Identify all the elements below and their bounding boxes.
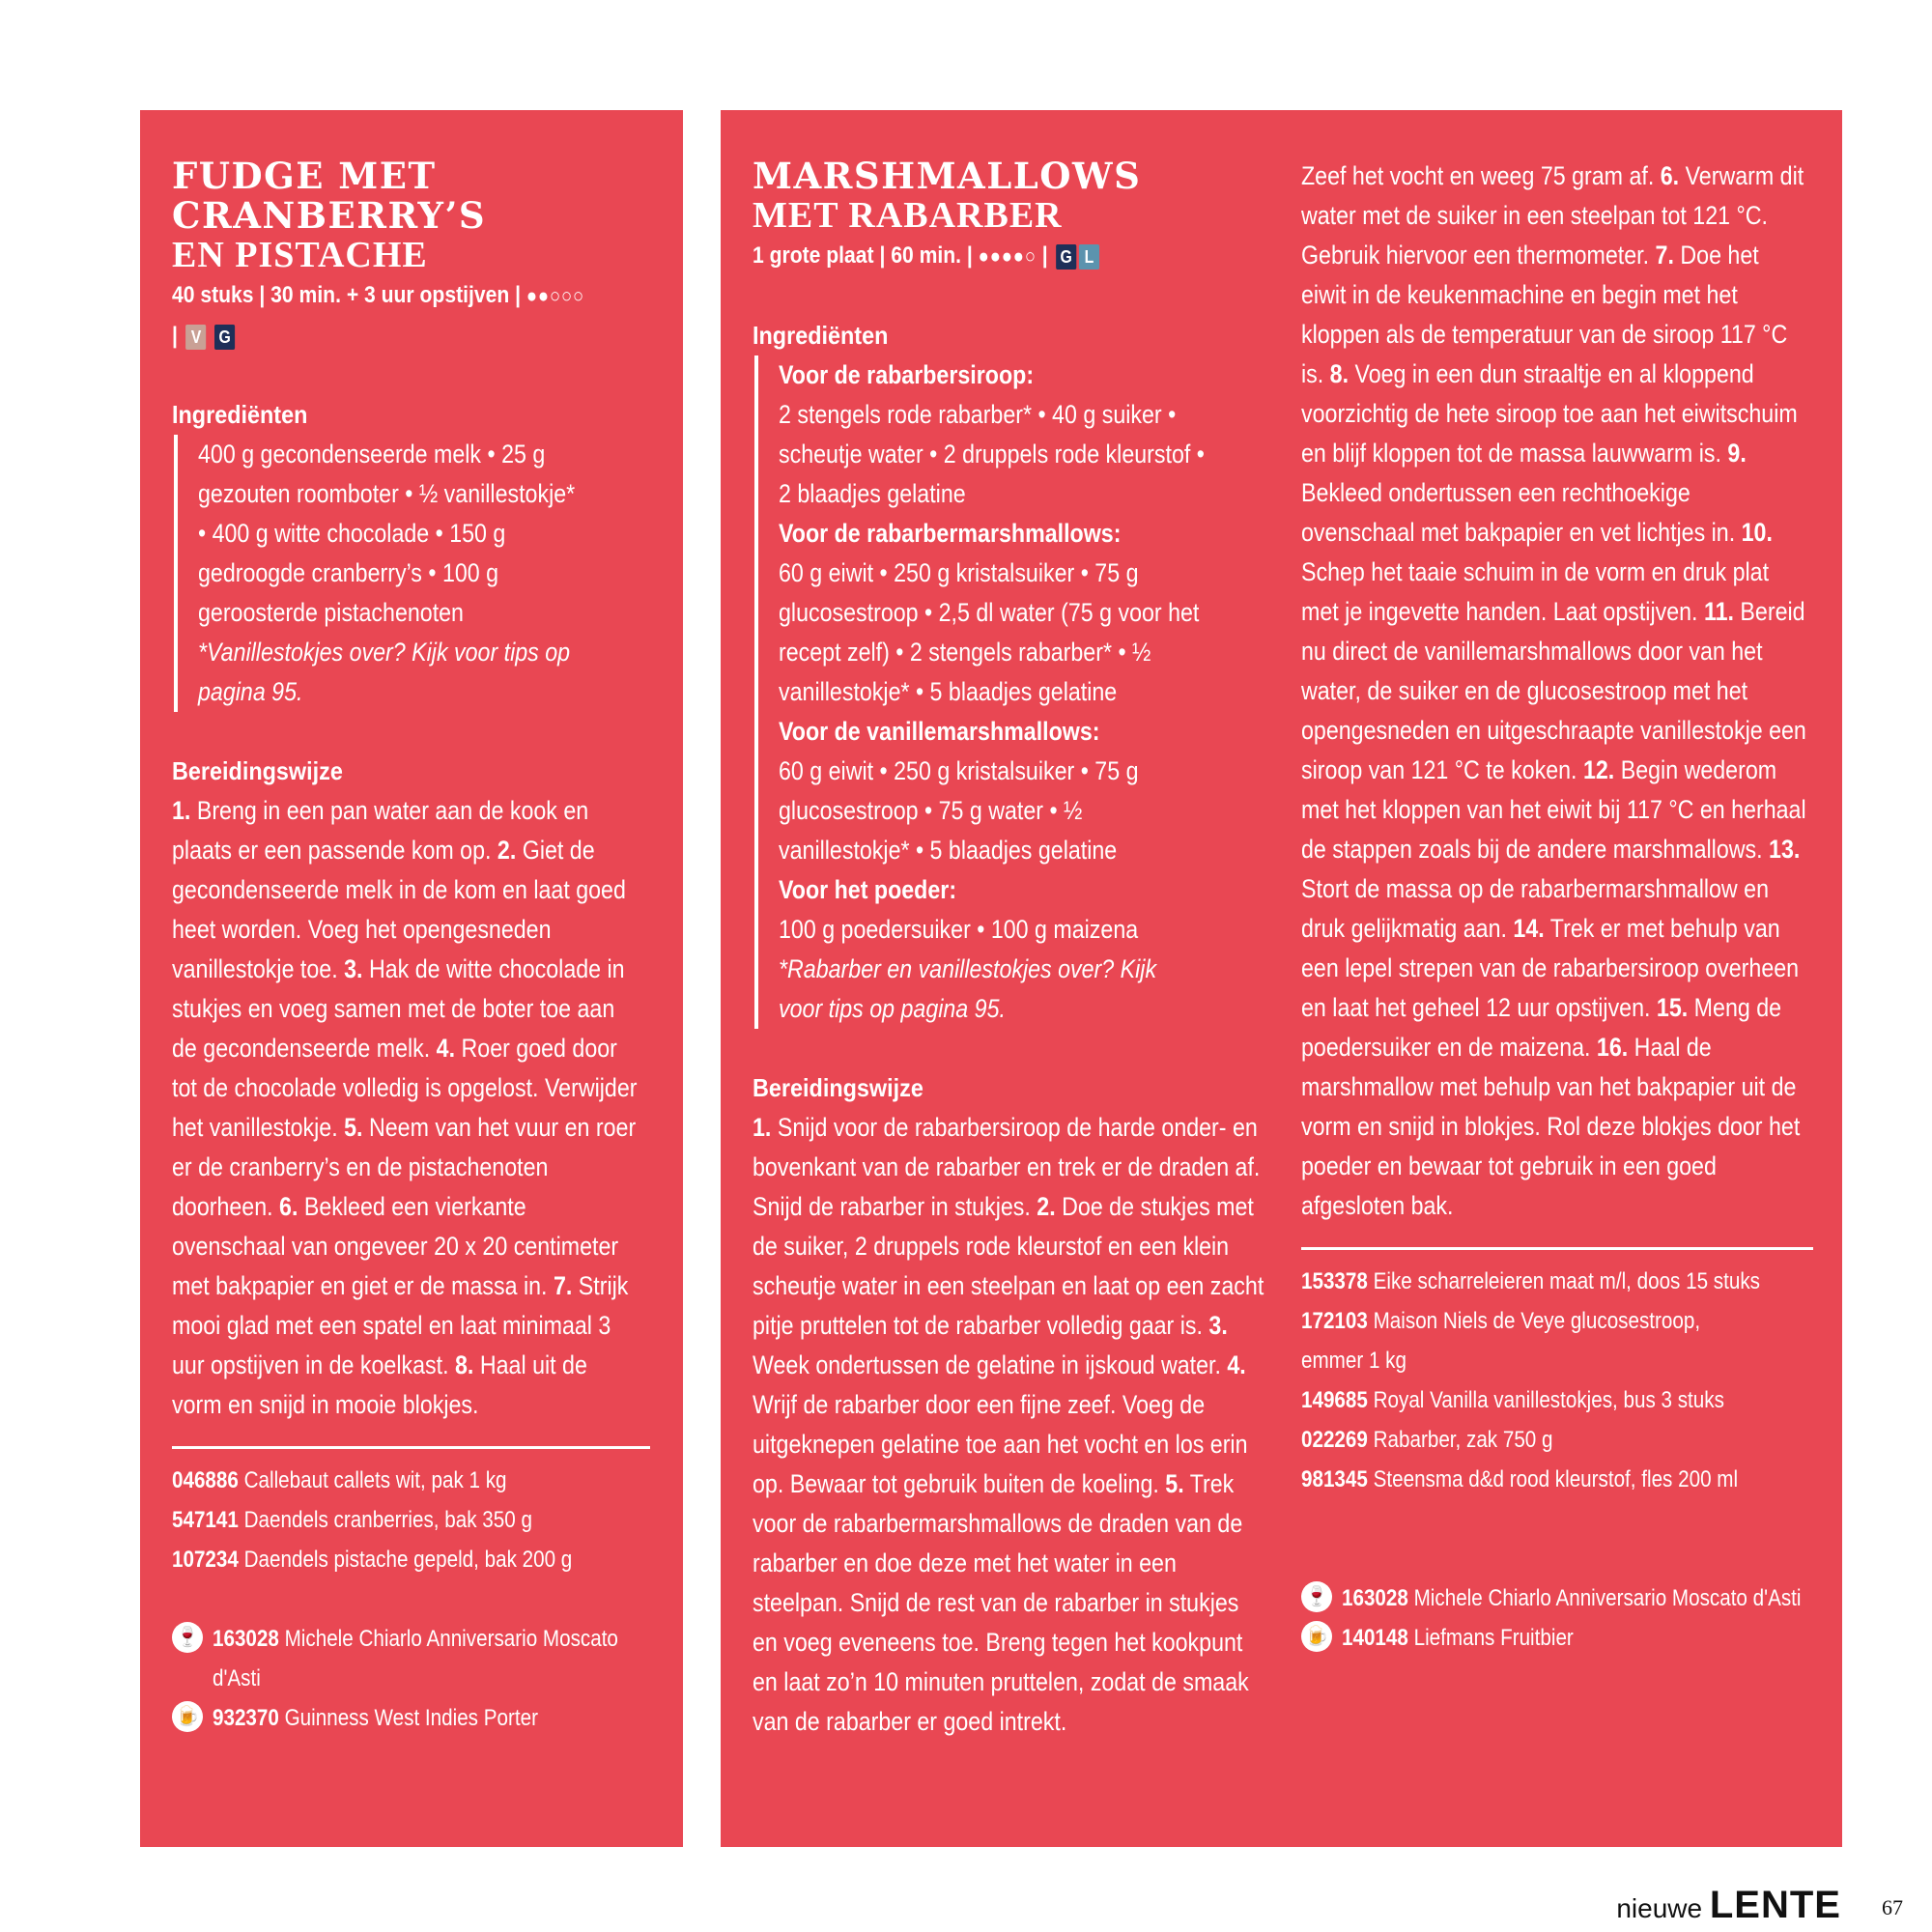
ingredients-heading: Ingrediënten — [753, 321, 889, 350]
recipe-column-1 — [753, 156, 1274, 1742]
ingredient-group-title: Voor het poeder: — [779, 875, 957, 904]
step-text: Wrijf de rabarber door een fijne zeef. Voeg de uitgeknepen gelatine toe aan het vocht en los erin op. Bewaar tot gebruik buiten de koeling. — [753, 1390, 1248, 1498]
product-list — [1301, 1262, 1813, 1499]
step-text: Bekleed een vierkante ovenschaal van ongeveer 20 x 20 centimeter met bakpapier en giet er de massa in. — [172, 1192, 619, 1300]
step-text: Breng in een pan water aan de kook en plaats er een passende kom op. — [172, 796, 589, 865]
divider — [1301, 1247, 1813, 1250]
step-text: Voeg in een dun straaltje en al kloppend voorzichtig de hete siroop toe aan het eiwitschuim en blijf kloppen tot de massa lauwwarm is. — [1301, 359, 1798, 468]
drink-pairing: 🍷 163028 Michele Chiarlo Anniversario Moscato d'Asti — [172, 1619, 650, 1698]
step-number: 5. — [344, 1113, 363, 1142]
step-text: Stort de massa op de rabarbermarshmallow en druk gelijkmatig aan. — [1301, 874, 1769, 943]
lactose-free-badge: L — [1079, 244, 1099, 270]
ingredient-group-title: Voor de rabarbersiroop: — [779, 360, 1035, 389]
gluten-free-badge: G — [1056, 244, 1076, 270]
step-number: 6. — [1660, 161, 1680, 190]
recipe-column-2 — [1301, 156, 1813, 1658]
recipe-subtitle: EN PISTACHE — [172, 235, 428, 275]
ingredients-note: *Rabarber en vanillestokjes over? Kijk voor tips op pagina 95. — [779, 954, 1157, 1023]
step-number: 12. — [1582, 755, 1615, 784]
product-item: 149685 Royal Vanilla vanillestokjes, bus 3 stuks — [1301, 1387, 1724, 1413]
recipe-yield-time: 1 grote plaat | 60 min. | — [753, 242, 973, 269]
step-number: 9. — [1727, 439, 1747, 468]
step-number: 1. — [753, 1113, 772, 1142]
gluten-free-badge: G — [214, 325, 235, 350]
product-item: 547141 Daendels cranberries, bak 350 g — [172, 1507, 532, 1533]
meta-separator: | — [1041, 242, 1048, 269]
difficulty-rating: ●●●●○ — [978, 245, 1037, 268]
step-number: 10. — [1741, 518, 1773, 547]
step-number: 16. — [1596, 1033, 1629, 1062]
ingredient-group-text: 100 g poedersuiker • 100 g maizena — [779, 915, 1139, 944]
method-steps — [753, 1108, 1274, 1742]
step-text: Begin wederom met het kloppen van het eiwit bij 117 °C en herhaal de stappen zoals bij de andere marshmallows. — [1301, 755, 1806, 864]
step-text: Doe de stukjes met de suiker, 2 druppels rode kleurstof en een klein scheutje water in een steelpan en laat op een zacht pitje pruttelen tot de rabarber volledig gaar is. — [753, 1192, 1264, 1340]
ingredient-group-text: 60 g eiwit • 250 g kristalsuiker • 75 g glucosestroop • 2,5 dl water (75 g voor het recept zelf) • 2 stengels rabarber* • ½ vanillestokje* • 5 blaadjes gelatine — [779, 558, 1200, 706]
beer-glass-icon: 🍺 — [1301, 1621, 1332, 1652]
difficulty-rating: ●●○○○ — [526, 285, 585, 307]
drink-pairing: 🍺 140148 Liefmans Fruitbier — [1301, 1618, 1813, 1658]
step-number: 7. — [553, 1271, 573, 1300]
step-number: 14. — [1513, 914, 1545, 943]
step-number: 8. — [1329, 359, 1350, 388]
brand-main: LENTE — [1709, 1884, 1841, 1926]
step-number: 5. — [1165, 1469, 1184, 1498]
step-number: 8. — [455, 1350, 474, 1379]
ingredient-group-title: Voor de vanillemarshmallows: — [779, 717, 1100, 746]
drink-pairing: 🍷 163028 Michele Chiarlo Anniversario Moscato d'Asti — [1301, 1578, 1813, 1618]
step-text: Haal de marshmallow met behulp van het bakpapier uit de vorm en snijd in blokjes. Rol deze blokjes door het poeder en bewaar tot gebruik in een goed afgesloten bak. — [1301, 1033, 1801, 1220]
step-number: 4. — [436, 1034, 456, 1063]
product-item: 153378 Eike scharreleieren maat m/l, doos 15 stuks — [1301, 1268, 1760, 1294]
step-text: Hak de witte chocolade in stukjes en voeg samen met de boter toe aan de gecondenseerde melk. — [172, 954, 625, 1063]
recipe-title: MARSHMALLOWS — [753, 155, 1142, 197]
step-text: Verwarm dit water met de suiker in een steelpan tot 121 °C. Gebruik hiervoor een thermometer. — [1301, 161, 1804, 270]
step-text: Roer goed door tot de chocolade volledig is opgelost. Verwijder het vanillestokje. — [172, 1034, 638, 1142]
step-text: Haal uit de vorm en snijd in mooie blokjes. — [172, 1350, 587, 1419]
recipe-meta — [753, 236, 1211, 276]
method-steps — [172, 791, 650, 1425]
ingredients-list: 400 g gecondenseerde melk • 25 g gezouten roomboter • ½ vanillestokje* • 400 g witte chocolade • 150 g gedroogde cranberry’s • 100 g geroosterde pistachenoten — [198, 440, 576, 627]
vegetarian-badge: V — [185, 325, 206, 350]
step-number: 11. — [1703, 597, 1734, 626]
step-number: 13. — [1769, 835, 1801, 864]
step-text: Neem van het vuur en roer er de cranberry’s en de pistachenoten doorheen. — [172, 1113, 637, 1221]
divider — [172, 1446, 650, 1449]
step-number: 6. — [279, 1192, 298, 1221]
step-text: Week ondertussen de gelatine in ijskoud water. — [753, 1350, 1221, 1379]
ingredient-group-text: 60 g eiwit • 250 g kristalsuiker • 75 g glucosestroop • 75 g water • ½ vanillestokje* • 5 blaadjes gelatine — [779, 756, 1139, 865]
product-item: 172103 Maison Niels de Veye glucosestroop, emmer 1 kg — [1301, 1308, 1701, 1374]
method-heading: Bereidingswijze — [172, 756, 343, 785]
page-number: 67 — [1882, 1895, 1903, 1919]
step-number: 15. — [1656, 993, 1689, 1022]
drink-pairing: 🍺 932370 Guinness West Indies Porter — [172, 1698, 650, 1738]
ingredients-block — [754, 355, 1274, 1029]
step-text: Doe het eiwit in de keukenmachine en begin met het kloppen als de temperatuur van de siroop 117 °C is. — [1301, 241, 1788, 388]
recipe-yield-time: 40 stuks | 30 min. + 3 uur opstijven | — [172, 282, 522, 308]
step-text: Bereid nu direct de vanillemarshmallows door van het water, de suiker en de glucosestroop met het opengesneden en uitgeschraapte vanillestokje een siroop van 121 °C te koken. — [1301, 597, 1806, 784]
brand-prefix: nieuwe — [1616, 1893, 1703, 1923]
product-item: 022269 Rabarber, zak 750 g — [1301, 1427, 1553, 1453]
product-item: 107234 Daendels pistache gepeld, bak 200 g — [172, 1547, 573, 1573]
ingredients-heading: Ingrediënten — [172, 400, 308, 429]
recipe-subtitle: MET RABARBER — [753, 195, 1063, 236]
ingredient-group-text: 2 stengels rode rabarber* • 40 g suiker • scheutje water • 2 druppels rode kleurstof • 2 blaadjes gelatine — [779, 400, 1205, 508]
ingredients-note: *Vanillestokjes over? Kijk voor tips op pagina 95. — [198, 638, 571, 706]
step-number: 7. — [1655, 241, 1674, 270]
wine-glass-icon: 🍷 — [172, 1622, 203, 1653]
wine-glass-icon: 🍷 — [1301, 1581, 1332, 1612]
meta-separator: | — [172, 323, 178, 349]
step-text: Trek voor de rabarbermarshmallows de draden van de rabarber en doe deze met het water in een steelpan. Snijd de rest van de rabarber in stukjes en voeg eveneens toe. Breng tegen het kookpunt en laat zo’n 10 minuten pruttelen, zodat de smaak van de rabarber er goed intrekt. — [753, 1469, 1249, 1736]
magazine-brand — [1616, 1886, 1841, 1928]
recipe-marshmallows-panel — [721, 110, 1842, 1847]
product-item: 046886 Callebaut callets wit, pak 1 kg — [172, 1467, 507, 1493]
step-text: Meng de poedersuiker en de maizena. — [1301, 993, 1782, 1062]
step-number: 2. — [497, 836, 517, 865]
product-list — [172, 1461, 650, 1579]
recipe-fudge-panel — [140, 110, 683, 1847]
recipe-title: FUDGE MET CRANBERRY’S — [172, 155, 487, 237]
step-text: Snijd voor de rabarbersiroop de harde onder- en bovenkant van de rabarber en trek er de draden af. Snijd de rabarber in stukjes. — [753, 1113, 1261, 1221]
ingredient-group-title: Voor de rabarbermarshmallows: — [779, 519, 1122, 548]
step-number: 2. — [1037, 1192, 1056, 1221]
diet-badges — [172, 316, 593, 355]
step-number: 1. — [172, 796, 191, 825]
step-text: Schep het taaie schuim in de vorm en druk plat met je ingevette handen. Laat opstijven. — [1301, 557, 1770, 626]
step-text: Trek er met behulp van een lepel strepen van de rabarbersiroop overheen en laat het geheel 12 uur opstijven. — [1301, 914, 1800, 1022]
step-text: Bekleed ondertussen een rechthoekige ovenschaal met bakpapier en vet lichtjes in. — [1301, 478, 1736, 547]
step-number: 4. — [1227, 1350, 1246, 1379]
step-text: Zeef het vocht en weeg 75 gram af. — [1301, 161, 1655, 190]
recipe-meta — [172, 275, 593, 316]
product-item: 981345 Steensma d&d rood kleurstof, fles 200 ml — [1301, 1466, 1739, 1492]
beer-glass-icon: 🍺 — [172, 1701, 203, 1732]
step-number: 3. — [1208, 1311, 1228, 1340]
step-text: Giet de gecondenseerde melk in de kom en laat goed heet worden. Voeg het opengesneden vanillestokje toe. — [172, 836, 626, 983]
ingredients-block — [174, 435, 650, 712]
method-steps-continued — [1301, 156, 1813, 1226]
method-heading: Bereidingswijze — [753, 1073, 923, 1102]
step-text: Strijk mooi glad met een spatel en laat minimaal 3 uur opstijven in de koelkast. — [172, 1271, 629, 1379]
step-number: 3. — [344, 954, 363, 983]
